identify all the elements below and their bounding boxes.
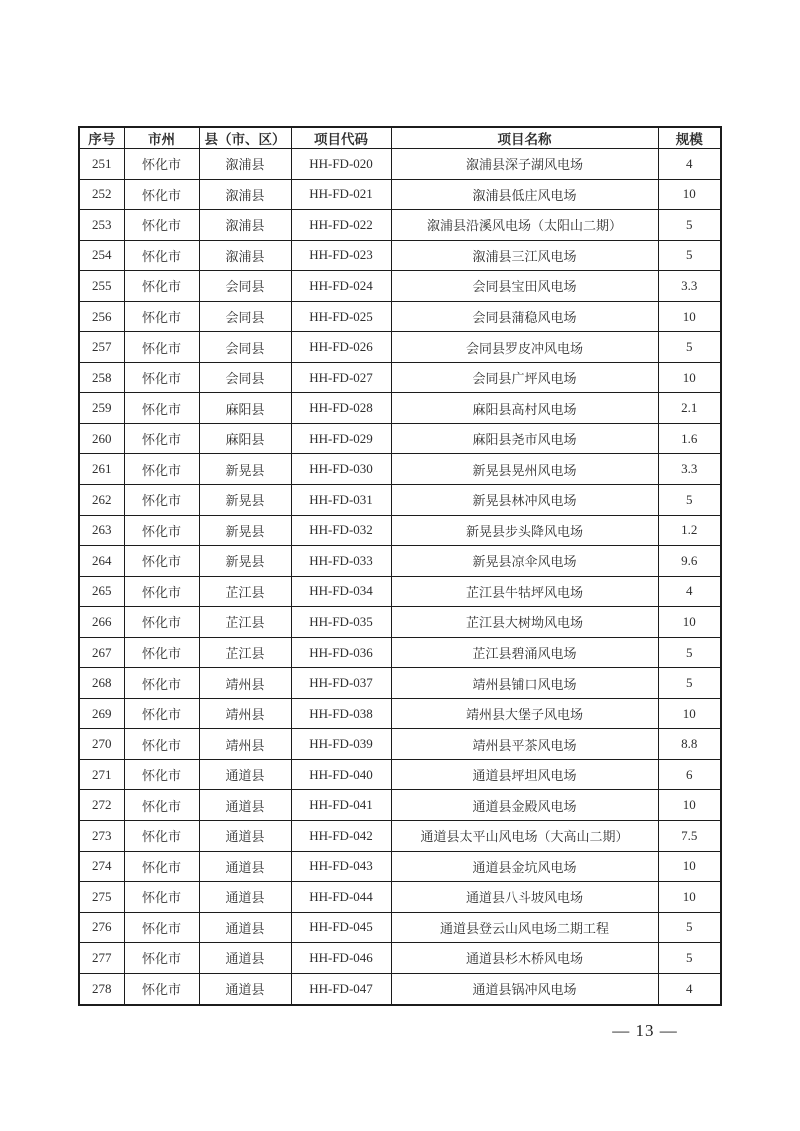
- table-cell-city: 怀化市: [124, 698, 199, 729]
- table-cell-scale: 1.2: [658, 515, 721, 546]
- table-cell-serial: 275: [79, 882, 124, 913]
- table-cell-city: 怀化市: [124, 515, 199, 546]
- table-cell-serial: 256: [79, 301, 124, 332]
- table-cell-serial: 273: [79, 821, 124, 852]
- col-header-serial: 序号: [79, 127, 124, 149]
- table-row: [79, 637, 721, 668]
- table-cell-county: 芷江县: [199, 607, 291, 638]
- table-cell-serial: 260: [79, 423, 124, 454]
- table-cell-code: HH-FD-021: [291, 179, 391, 210]
- table-cell-serial: 265: [79, 576, 124, 607]
- table-cell-code: HH-FD-038: [291, 698, 391, 729]
- table-cell-code: HH-FD-029: [291, 423, 391, 454]
- table-cell-code: HH-FD-020: [291, 149, 391, 180]
- project-table: [78, 126, 722, 1006]
- table-cell-city: 怀化市: [124, 485, 199, 516]
- table-cell-code: HH-FD-028: [291, 393, 391, 424]
- table-cell-county: 靖州县: [199, 698, 291, 729]
- table-cell-county: 溆浦县: [199, 179, 291, 210]
- table-cell-city: 怀化市: [124, 301, 199, 332]
- table-row: [79, 729, 721, 760]
- table-cell-county: 通道县: [199, 821, 291, 852]
- table-cell-serial: 274: [79, 851, 124, 882]
- table-cell-name: 会同县广坪风电场: [391, 362, 658, 393]
- table-cell-city: 怀化市: [124, 943, 199, 974]
- table-cell-name: 新晃县林冲风电场: [391, 485, 658, 516]
- table-cell-city: 怀化市: [124, 179, 199, 210]
- table-cell-serial: 278: [79, 973, 124, 1005]
- table-cell-serial: 254: [79, 240, 124, 271]
- table-cell-city: 怀化市: [124, 149, 199, 180]
- table-cell-serial: 252: [79, 179, 124, 210]
- table-cell-serial: 261: [79, 454, 124, 485]
- table-row: [79, 240, 721, 271]
- table-cell-serial: 272: [79, 790, 124, 821]
- table-cell-name: 会同县罗皮冲风电场: [391, 332, 658, 363]
- table-cell-code: HH-FD-035: [291, 607, 391, 638]
- table-cell-county: 溆浦县: [199, 240, 291, 271]
- table-cell-scale: 4: [658, 576, 721, 607]
- table-cell-name: 溆浦县三江风电场: [391, 240, 658, 271]
- table-cell-code: HH-FD-040: [291, 759, 391, 790]
- table-cell-serial: 255: [79, 271, 124, 302]
- table-cell-name: 芷江县碧涌风电场: [391, 637, 658, 668]
- table-cell-city: 怀化市: [124, 576, 199, 607]
- table-cell-name: 麻阳县尧市风电场: [391, 423, 658, 454]
- table-cell-name: 会同县宝田风电场: [391, 271, 658, 302]
- table-row: [79, 607, 721, 638]
- table-row: [79, 821, 721, 852]
- table-cell-name: 通道县登云山风电场二期工程: [391, 912, 658, 943]
- table-cell-serial: 262: [79, 485, 124, 516]
- table-cell-scale: 2.1: [658, 393, 721, 424]
- table-cell-scale: 5: [658, 210, 721, 241]
- table-cell-county: 靖州县: [199, 729, 291, 760]
- table-row: [79, 423, 721, 454]
- table-cell-city: 怀化市: [124, 210, 199, 241]
- table-cell-city: 怀化市: [124, 973, 199, 1005]
- table-cell-code: HH-FD-041: [291, 790, 391, 821]
- table-cell-name: 通道县八斗坡风电场: [391, 882, 658, 913]
- table-cell-scale: 10: [658, 179, 721, 210]
- table-cell-serial: 270: [79, 729, 124, 760]
- table-cell-city: 怀化市: [124, 790, 199, 821]
- table-cell-city: 怀化市: [124, 821, 199, 852]
- table-cell-name: 芷江县牛牯坪风电场: [391, 576, 658, 607]
- table-cell-scale: 1.6: [658, 423, 721, 454]
- table-cell-serial: 269: [79, 698, 124, 729]
- table-cell-name: 靖州县大堡子风电场: [391, 698, 658, 729]
- table-cell-serial: 257: [79, 332, 124, 363]
- table-cell-serial: 267: [79, 637, 124, 668]
- table-cell-serial: 277: [79, 943, 124, 974]
- table-cell-city: 怀化市: [124, 271, 199, 302]
- table-cell-scale: 10: [658, 851, 721, 882]
- table-cell-scale: 10: [658, 301, 721, 332]
- table-row: [79, 301, 721, 332]
- table-cell-scale: 3.3: [658, 271, 721, 302]
- table-row: [79, 759, 721, 790]
- table-cell-name: 会同县蒲稳风电场: [391, 301, 658, 332]
- table-row: [79, 973, 721, 1005]
- table-cell-name: 麻阳县高村风电场: [391, 393, 658, 424]
- table-cell-county: 通道县: [199, 759, 291, 790]
- table-cell-code: HH-FD-033: [291, 546, 391, 577]
- table-cell-name: 通道县锅冲风电场: [391, 973, 658, 1005]
- table-cell-county: 溆浦县: [199, 149, 291, 180]
- table-cell-code: HH-FD-039: [291, 729, 391, 760]
- table-cell-scale: 5: [658, 332, 721, 363]
- table-row: [79, 179, 721, 210]
- table-row: [79, 576, 721, 607]
- table-cell-serial: 268: [79, 668, 124, 699]
- table-cell-city: 怀化市: [124, 912, 199, 943]
- table-cell-city: 怀化市: [124, 607, 199, 638]
- table-cell-name: 靖州县平茶风电场: [391, 729, 658, 760]
- table-row: [79, 698, 721, 729]
- table-cell-city: 怀化市: [124, 637, 199, 668]
- table-cell-county: 会同县: [199, 362, 291, 393]
- table-cell-scale: 5: [658, 485, 721, 516]
- table-cell-code: HH-FD-024: [291, 271, 391, 302]
- table-row: [79, 515, 721, 546]
- table-cell-scale: 8.8: [658, 729, 721, 760]
- table-row: [79, 546, 721, 577]
- table-cell-county: 新晃县: [199, 515, 291, 546]
- col-header-name: 项目名称: [391, 127, 658, 149]
- table-cell-scale: 10: [658, 698, 721, 729]
- table-row: [79, 332, 721, 363]
- header-row: [79, 127, 721, 149]
- table-cell-code: HH-FD-042: [291, 821, 391, 852]
- table-cell-serial: 264: [79, 546, 124, 577]
- table-cell-name: 溆浦县深子湖风电场: [391, 149, 658, 180]
- table-row: [79, 149, 721, 180]
- table-cell-serial: 266: [79, 607, 124, 638]
- table-cell-city: 怀化市: [124, 423, 199, 454]
- table-cell-code: HH-FD-044: [291, 882, 391, 913]
- table-cell-county: 通道县: [199, 790, 291, 821]
- table-cell-scale: 10: [658, 607, 721, 638]
- table-cell-code: HH-FD-036: [291, 637, 391, 668]
- table-cell-county: 通道县: [199, 973, 291, 1005]
- table-cell-code: HH-FD-022: [291, 210, 391, 241]
- table-cell-city: 怀化市: [124, 240, 199, 271]
- table-cell-code: HH-FD-037: [291, 668, 391, 699]
- table-cell-name: 新晃县凉伞风电场: [391, 546, 658, 577]
- table-row: [79, 210, 721, 241]
- table-cell-name: 溆浦县低庄风电场: [391, 179, 658, 210]
- table-cell-scale: 6: [658, 759, 721, 790]
- table-cell-name: 靖州县铺口风电场: [391, 668, 658, 699]
- table-cell-city: 怀化市: [124, 362, 199, 393]
- table-row: [79, 485, 721, 516]
- table-cell-scale: 10: [658, 790, 721, 821]
- table-cell-county: 芷江县: [199, 637, 291, 668]
- table-cell-county: 新晃县: [199, 485, 291, 516]
- table-cell-city: 怀化市: [124, 454, 199, 485]
- table-cell-scale: 5: [658, 637, 721, 668]
- table-cell-name: 芷江县大树坳风电场: [391, 607, 658, 638]
- table-cell-code: HH-FD-034: [291, 576, 391, 607]
- table-cell-county: 新晃县: [199, 454, 291, 485]
- col-header-code: 项目代码: [291, 127, 391, 149]
- table-cell-code: HH-FD-030: [291, 454, 391, 485]
- table-cell-code: HH-FD-027: [291, 362, 391, 393]
- table-cell-code: HH-FD-032: [291, 515, 391, 546]
- table-cell-county: 麻阳县: [199, 393, 291, 424]
- col-header-county: 县（市、区）: [199, 127, 291, 149]
- col-header-scale: 规模: [658, 127, 721, 149]
- table-cell-county: 通道县: [199, 912, 291, 943]
- table-cell-code: HH-FD-043: [291, 851, 391, 882]
- table-cell-scale: 9.6: [658, 546, 721, 577]
- table-cell-county: 通道县: [199, 882, 291, 913]
- table-cell-county: 通道县: [199, 851, 291, 882]
- table-cell-city: 怀化市: [124, 759, 199, 790]
- table-row: [79, 882, 721, 913]
- table-cell-serial: 258: [79, 362, 124, 393]
- table-cell-name: 通道县杉木桥风电场: [391, 943, 658, 974]
- table-cell-code: HH-FD-026: [291, 332, 391, 363]
- table-cell-code: HH-FD-031: [291, 485, 391, 516]
- table-cell-serial: 271: [79, 759, 124, 790]
- table-cell-name: 通道县坪坦风电场: [391, 759, 658, 790]
- table-cell-name: 通道县金殿风电场: [391, 790, 658, 821]
- table-cell-county: 靖州县: [199, 668, 291, 699]
- table-cell-county: 会同县: [199, 301, 291, 332]
- table-body: [79, 149, 721, 1006]
- table-cell-name: 新晃县步头降风电场: [391, 515, 658, 546]
- table-cell-county: 新晃县: [199, 546, 291, 577]
- table-cell-serial: 263: [79, 515, 124, 546]
- table-cell-serial: 259: [79, 393, 124, 424]
- table-cell-city: 怀化市: [124, 668, 199, 699]
- table-cell-code: HH-FD-025: [291, 301, 391, 332]
- table-cell-code: HH-FD-047: [291, 973, 391, 1005]
- table-cell-city: 怀化市: [124, 332, 199, 363]
- table-cell-name: 溆浦县沿溪风电场（太阳山二期）: [391, 210, 658, 241]
- table-cell-name: 通道县金坑风电场: [391, 851, 658, 882]
- table-cell-scale: 7.5: [658, 821, 721, 852]
- table-cell-code: HH-FD-023: [291, 240, 391, 271]
- table-cell-county: 会同县: [199, 332, 291, 363]
- table-cell-code: HH-FD-045: [291, 912, 391, 943]
- table-cell-scale: 10: [658, 882, 721, 913]
- table-cell-city: 怀化市: [124, 729, 199, 760]
- table-row: [79, 943, 721, 974]
- table-cell-scale: 10: [658, 362, 721, 393]
- table-row: [79, 851, 721, 882]
- table-header: [79, 127, 721, 149]
- table-cell-scale: 4: [658, 149, 721, 180]
- table-cell-serial: 253: [79, 210, 124, 241]
- table-cell-name: 新晃县晃州风电场: [391, 454, 658, 485]
- table-cell-serial: 276: [79, 912, 124, 943]
- table-cell-scale: 3.3: [658, 454, 721, 485]
- table-row: [79, 668, 721, 699]
- table-cell-county: 麻阳县: [199, 423, 291, 454]
- table-cell-county: 会同县: [199, 271, 291, 302]
- table-cell-scale: 5: [658, 912, 721, 943]
- table-cell-county: 芷江县: [199, 576, 291, 607]
- table-cell-county: 通道县: [199, 943, 291, 974]
- table-cell-scale: 5: [658, 240, 721, 271]
- table-row: [79, 912, 721, 943]
- table-cell-serial: 251: [79, 149, 124, 180]
- table-cell-scale: 5: [658, 943, 721, 974]
- table-cell-county: 溆浦县: [199, 210, 291, 241]
- table-cell-scale: 4: [658, 973, 721, 1005]
- col-header-city: 市州: [124, 127, 199, 149]
- table-row: [79, 454, 721, 485]
- page-number: — 13 —: [612, 1021, 678, 1040]
- table-cell-city: 怀化市: [124, 851, 199, 882]
- table-row: [79, 790, 721, 821]
- table-row: [79, 271, 721, 302]
- table-cell-city: 怀化市: [124, 393, 199, 424]
- table-row: [79, 393, 721, 424]
- table-cell-city: 怀化市: [124, 882, 199, 913]
- table-cell-city: 怀化市: [124, 546, 199, 577]
- table-cell-name: 通道县太平山风电场（大高山二期）: [391, 821, 658, 852]
- table-cell-scale: 5: [658, 668, 721, 699]
- table-row: [79, 362, 721, 393]
- table-cell-code: HH-FD-046: [291, 943, 391, 974]
